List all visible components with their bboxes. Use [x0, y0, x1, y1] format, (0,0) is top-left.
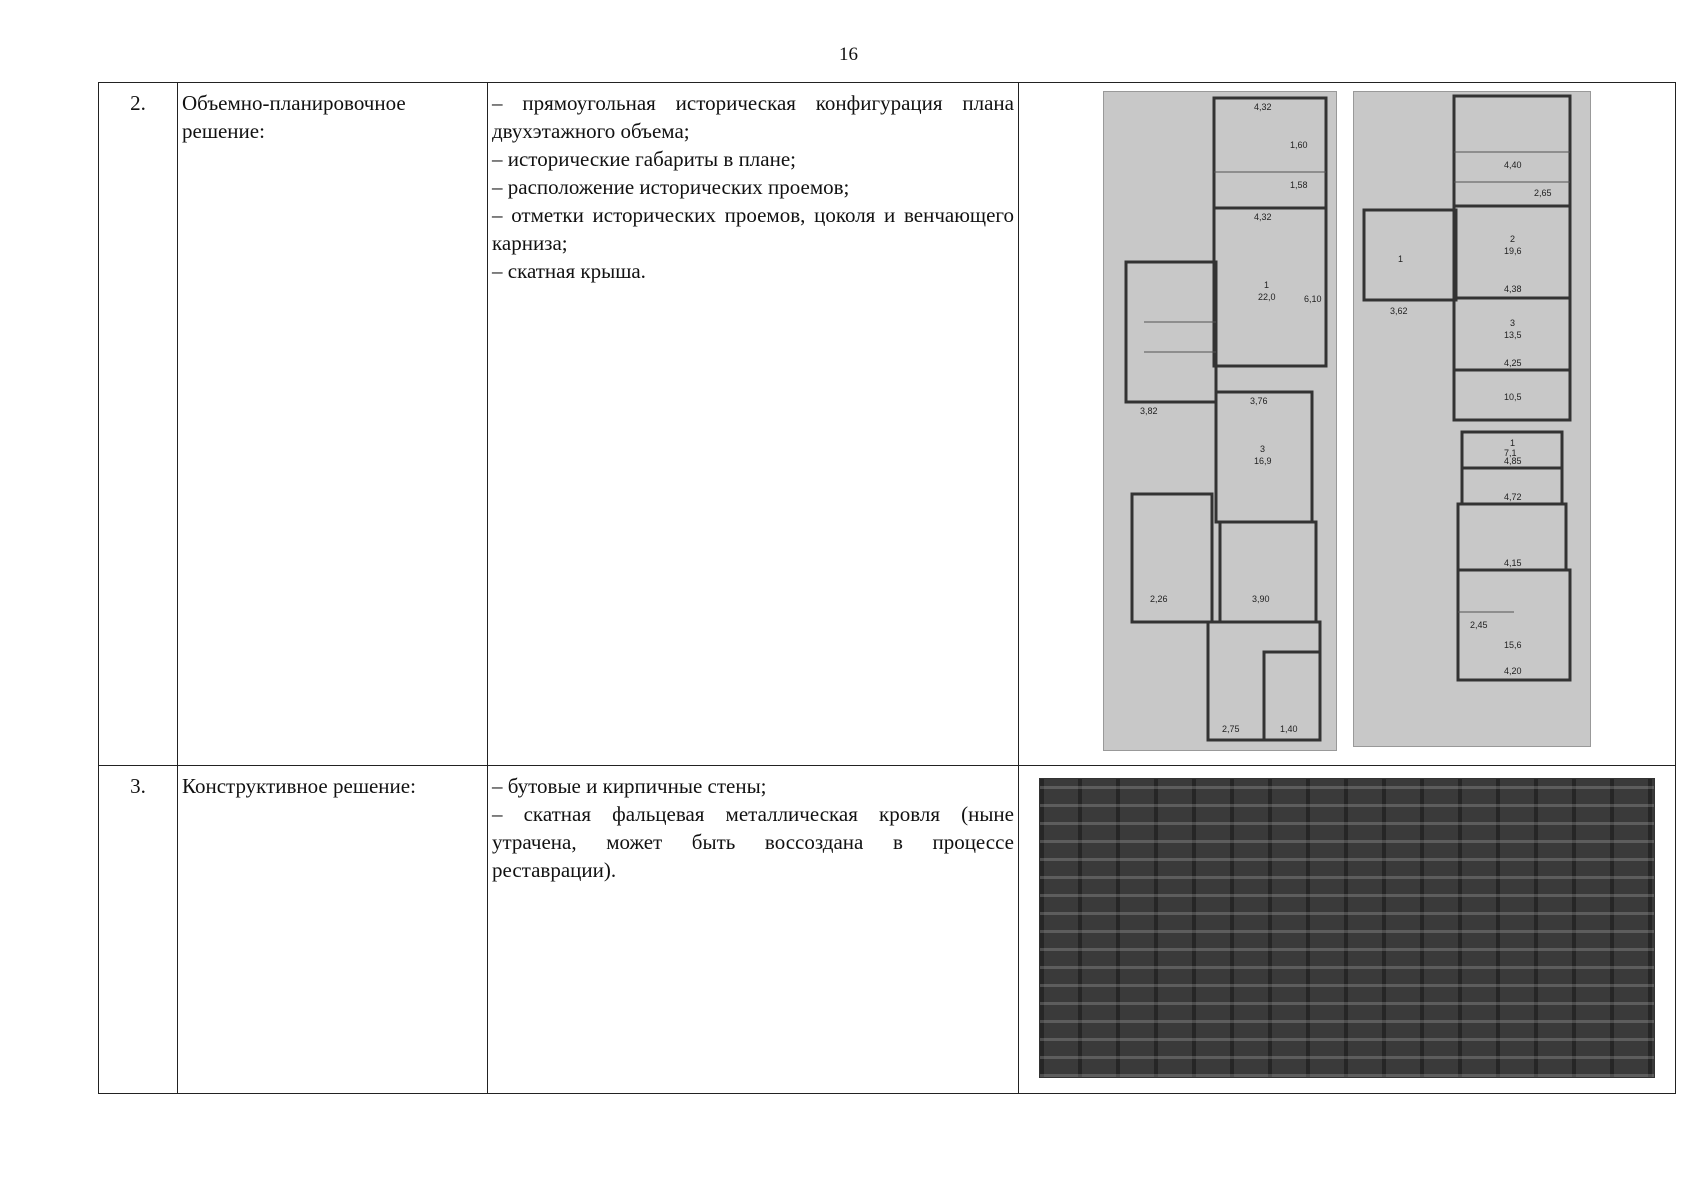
- plan-dimension-label: 4,72: [1504, 492, 1522, 502]
- plan-dimension-label: 4,85: [1504, 456, 1522, 466]
- plan-dimension-label: 4,15: [1504, 558, 1522, 568]
- plan-dimension-label: 1,60: [1290, 140, 1308, 150]
- plan-dimension-label: 4,32: [1254, 212, 1272, 222]
- table-row: [99, 766, 1676, 1094]
- plan-dimension-label: 2,45: [1470, 620, 1488, 630]
- plan-room-area: 10,5: [1504, 392, 1522, 402]
- plan-dimension-label: 6,10: [1304, 294, 1322, 304]
- plan-room-number: 1: [1264, 280, 1270, 290]
- list-item: – прямоугольная историческая конфигурация плана двухэтажного объема;: [492, 91, 1014, 143]
- plan-room-area: 19,6: [1504, 246, 1522, 256]
- row-number: 3.: [99, 766, 178, 1094]
- plan-dimension-label: 4,20: [1504, 666, 1522, 676]
- description-list: [492, 772, 1014, 884]
- list-item: – отметки исторических проемов, цоколя и венчающего карниза;: [492, 203, 1014, 255]
- list-item: – бутовые и кирпичные стены;: [492, 774, 767, 798]
- plan-dimension-label: 3,82: [1140, 406, 1158, 416]
- plan-dimension-label: 4,32: [1254, 102, 1272, 112]
- floor-plans-cell: [1019, 83, 1676, 766]
- plan-room-area: 16,9: [1254, 456, 1272, 466]
- plan-room-area: 13,5: [1504, 330, 1522, 340]
- features-table: [98, 82, 1676, 1094]
- feature-name: [178, 766, 488, 1094]
- plan-room-number: 2: [1510, 234, 1516, 244]
- plan-dimension-label: 2,75: [1222, 724, 1240, 734]
- list-item: – скатная фальцевая металлическая кровля (ныне утрачена, может быть воссоздана в процессе реставрации).: [492, 802, 1014, 882]
- plan-dimension-label: 4,40: [1504, 160, 1522, 170]
- plan-dimension-label: 4,38: [1504, 284, 1522, 294]
- page-number: 16: [839, 44, 858, 65]
- floor-plan-image-second-floor: [1353, 91, 1591, 747]
- plan-dimension-label: 2,26: [1150, 594, 1168, 604]
- feature-description: [488, 83, 1019, 766]
- row-number: 2.: [99, 83, 178, 766]
- floor-plan-image-first-floor: [1103, 91, 1337, 751]
- plan-room-number: 1: [1398, 254, 1404, 264]
- plan-dimension-label: 1,58: [1290, 180, 1308, 190]
- stone-wall-photo: [1039, 778, 1655, 1078]
- plan-dimension-label: 3,62: [1390, 306, 1408, 316]
- wall-photo-cell: [1019, 766, 1676, 1094]
- feature-description: [488, 766, 1019, 1094]
- list-item: – исторические габариты в плане;: [492, 147, 796, 171]
- table-row: [99, 83, 1676, 766]
- list-item: – скатная крыша.: [492, 259, 646, 283]
- description-list: [492, 89, 1014, 285]
- plan-dimension-label: 2,65: [1534, 188, 1552, 198]
- plan-room-number: 3: [1510, 318, 1516, 328]
- feature-name-line: Объемно-планировочное: [182, 91, 406, 115]
- plan-dimension-label: 3,76: [1250, 396, 1268, 406]
- plan-room-area: 15,6: [1504, 640, 1522, 650]
- feature-name: [178, 83, 488, 766]
- plan-dimension-label: 4,25: [1504, 358, 1522, 368]
- plan-room-number: 3: [1260, 444, 1266, 454]
- plan-room-area: 7,1: [1504, 448, 1517, 458]
- plan-dimension-label: 1,40: [1280, 724, 1298, 734]
- plan-room-number: 1: [1510, 438, 1516, 448]
- list-item: – расположение исторических проемов;: [492, 175, 850, 199]
- feature-name-line: решение:: [182, 119, 265, 143]
- plan-room-area: 22,0: [1258, 292, 1276, 302]
- plan-dimension-label: 3,90: [1252, 594, 1270, 604]
- feature-name-line: Конструктивное решение:: [182, 774, 416, 798]
